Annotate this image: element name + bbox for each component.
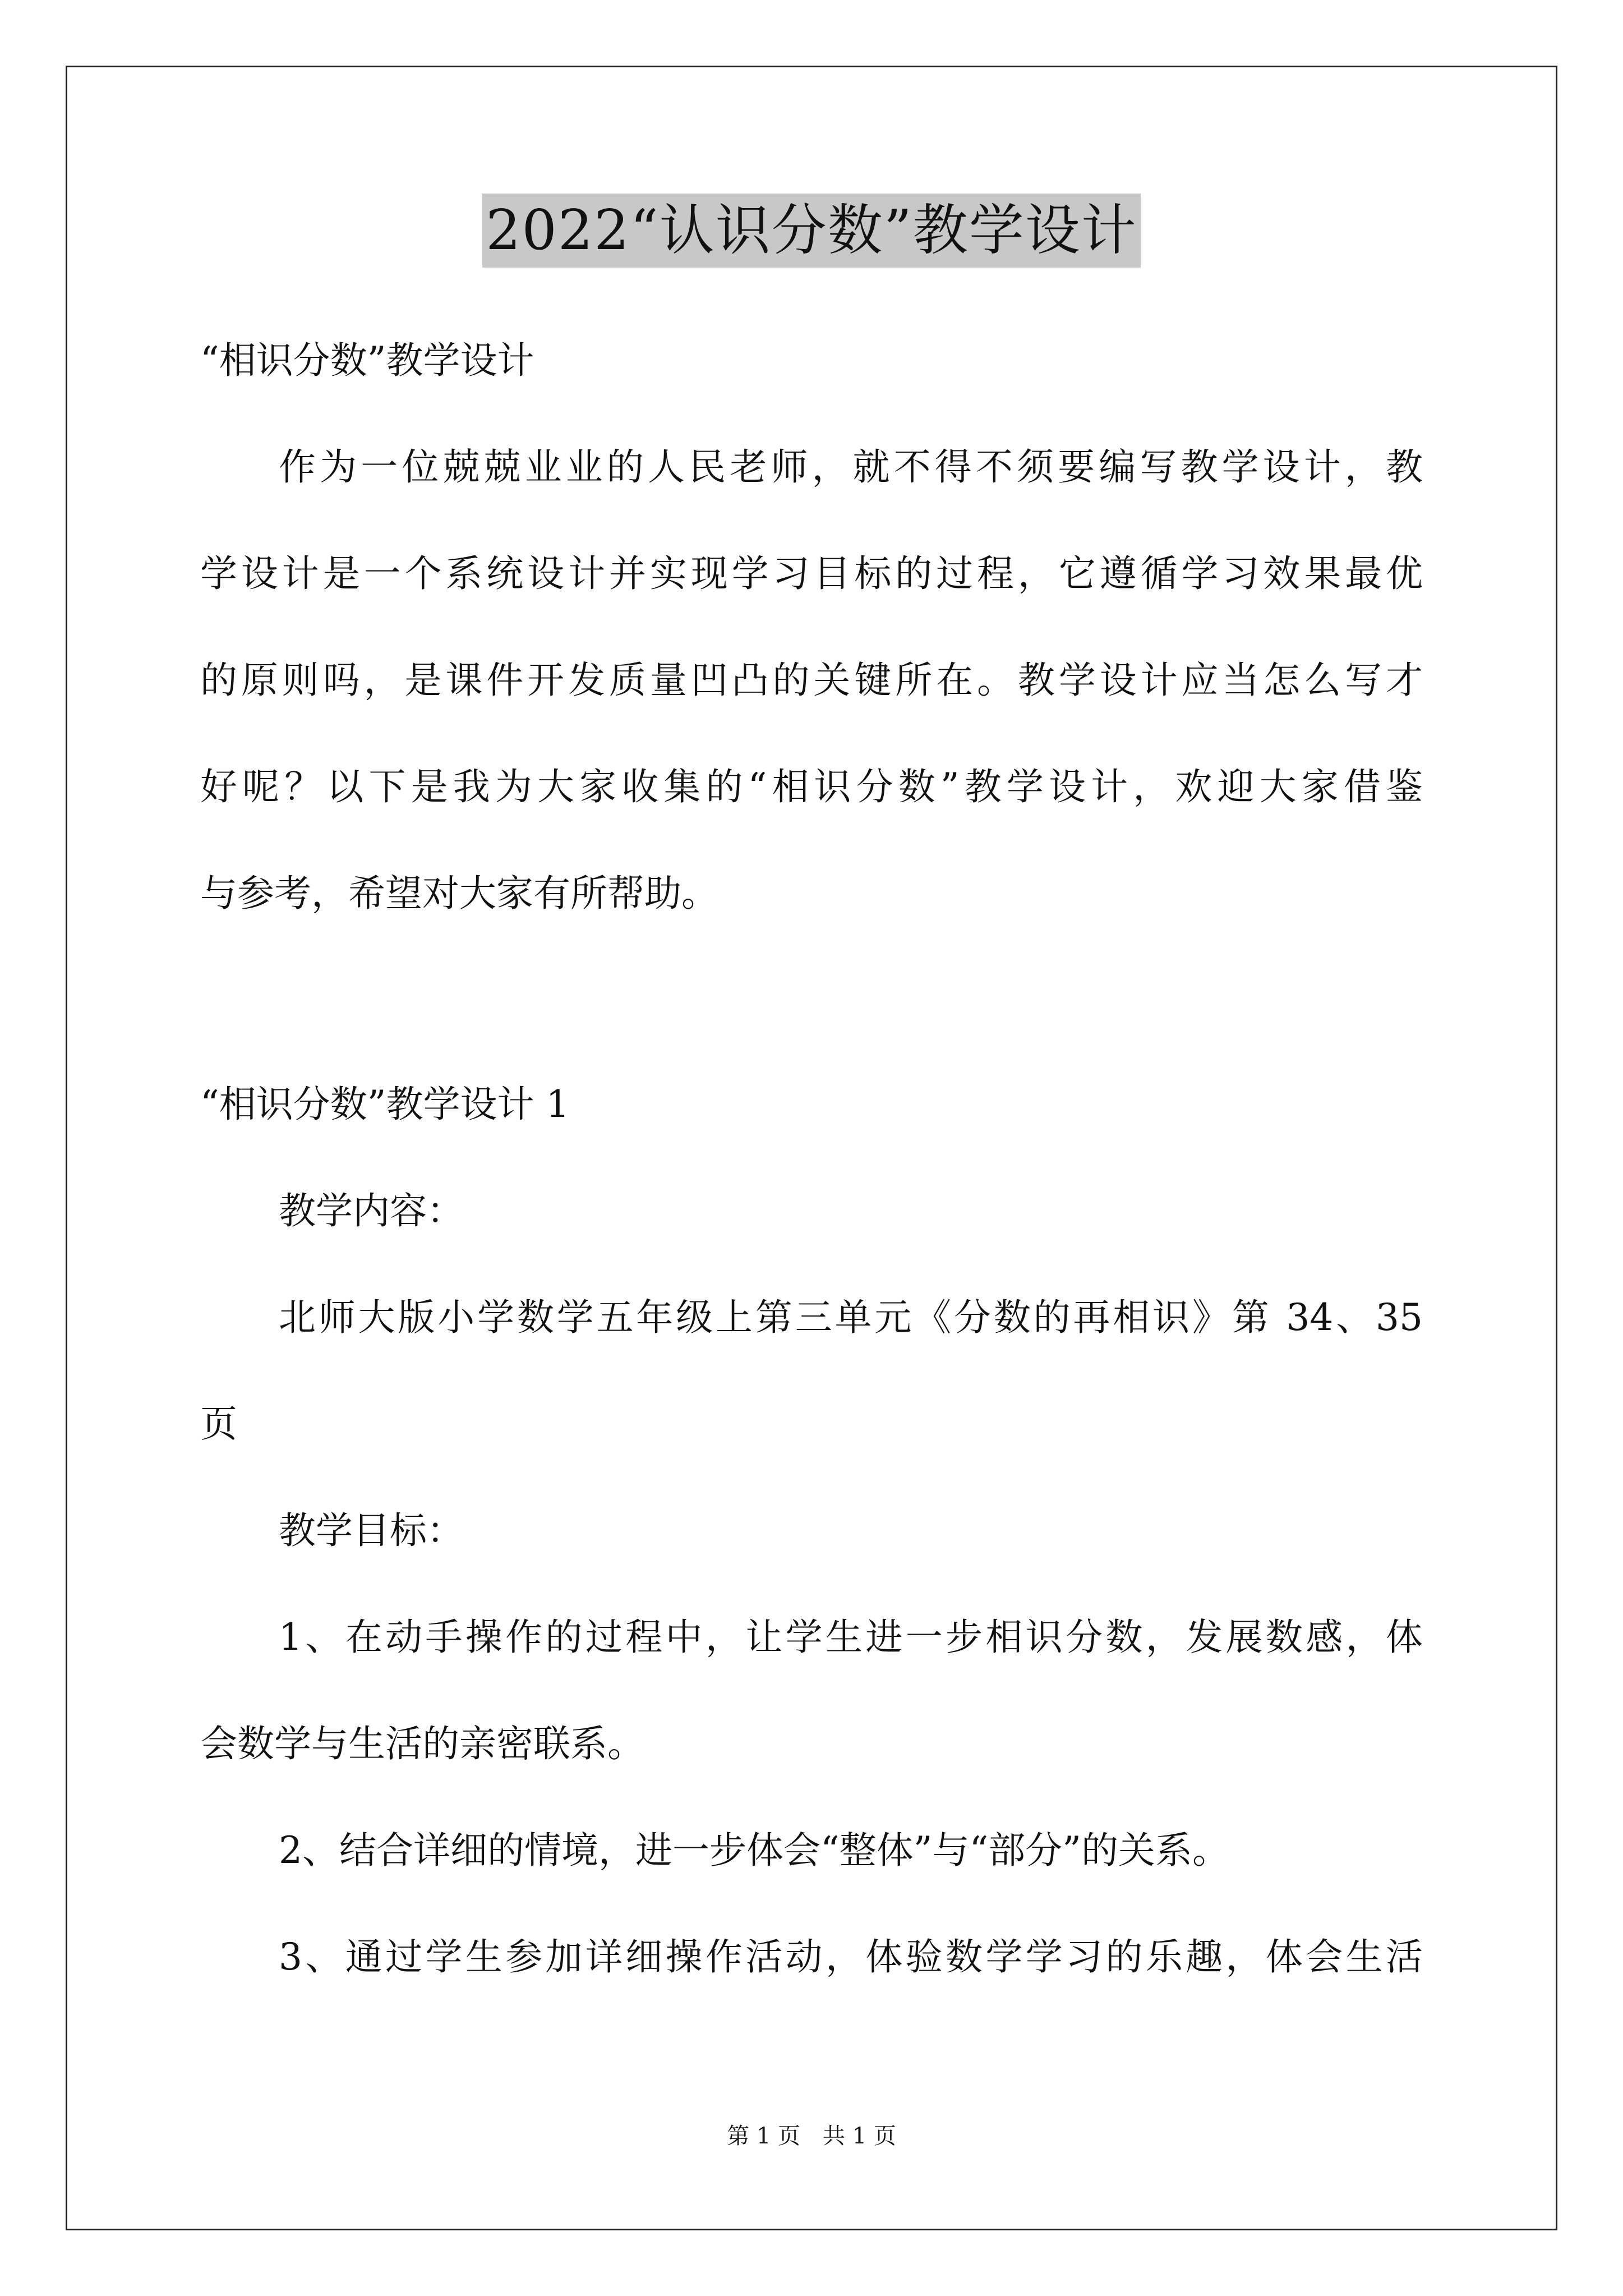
intro-line: 与参考，希望对大家有所帮助。 — [200, 872, 718, 915]
intro-line: 作为一位兢兢业业的人民老师，就不得不须要编写教学设计，教 — [279, 445, 1423, 489]
page-count: 共 1 页 — [823, 2123, 896, 2149]
intro-line: 好呢？以下是我为大家收集的“相识分数”教学设计，欢迎大家借鉴 — [200, 765, 1423, 808]
content-line: 北师大版小学数学五年级上第三单元《分数的再相识》第 34、35 — [279, 1296, 1423, 1339]
goal-line: 3、通过学生参加详细操作活动，体验数学学习的乐趣，体会生活 — [279, 1935, 1423, 1978]
goals-label: 教学目标： — [279, 1509, 464, 1552]
intro-line: 学设计是一个系统设计并实现学习目标的过程，它遵循学习效果最优 — [200, 552, 1423, 595]
goal-line: 1、在动手操作的过程中，让学生进一步相识分数，发展数感，体 — [279, 1616, 1423, 1659]
page-number: 第 1 页 — [727, 2123, 800, 2149]
document-title — [0, 194, 1623, 268]
goal-line: 2、结合详细的情境，进一步体会“整体”与“部分”的关系。 — [279, 1829, 1229, 1872]
content-line: 页 — [200, 1402, 237, 1446]
content-label: 教学内容： — [279, 1189, 464, 1232]
section-heading: “相识分数”教学设计 1 — [200, 1083, 570, 1126]
subtitle: “相识分数”教学设计 — [200, 339, 534, 382]
goal-line: 会数学与生活的亲密联系。 — [200, 1722, 644, 1765]
document-title-text: 2022“认识分数”教学设计 — [482, 194, 1141, 268]
intro-line: 的原则吗，是课件开发质量凹凸的关键所在。教学设计应当怎么写才 — [200, 659, 1423, 702]
document-body — [200, 334, 1423, 1984]
page-footer — [0, 2120, 1623, 2152]
